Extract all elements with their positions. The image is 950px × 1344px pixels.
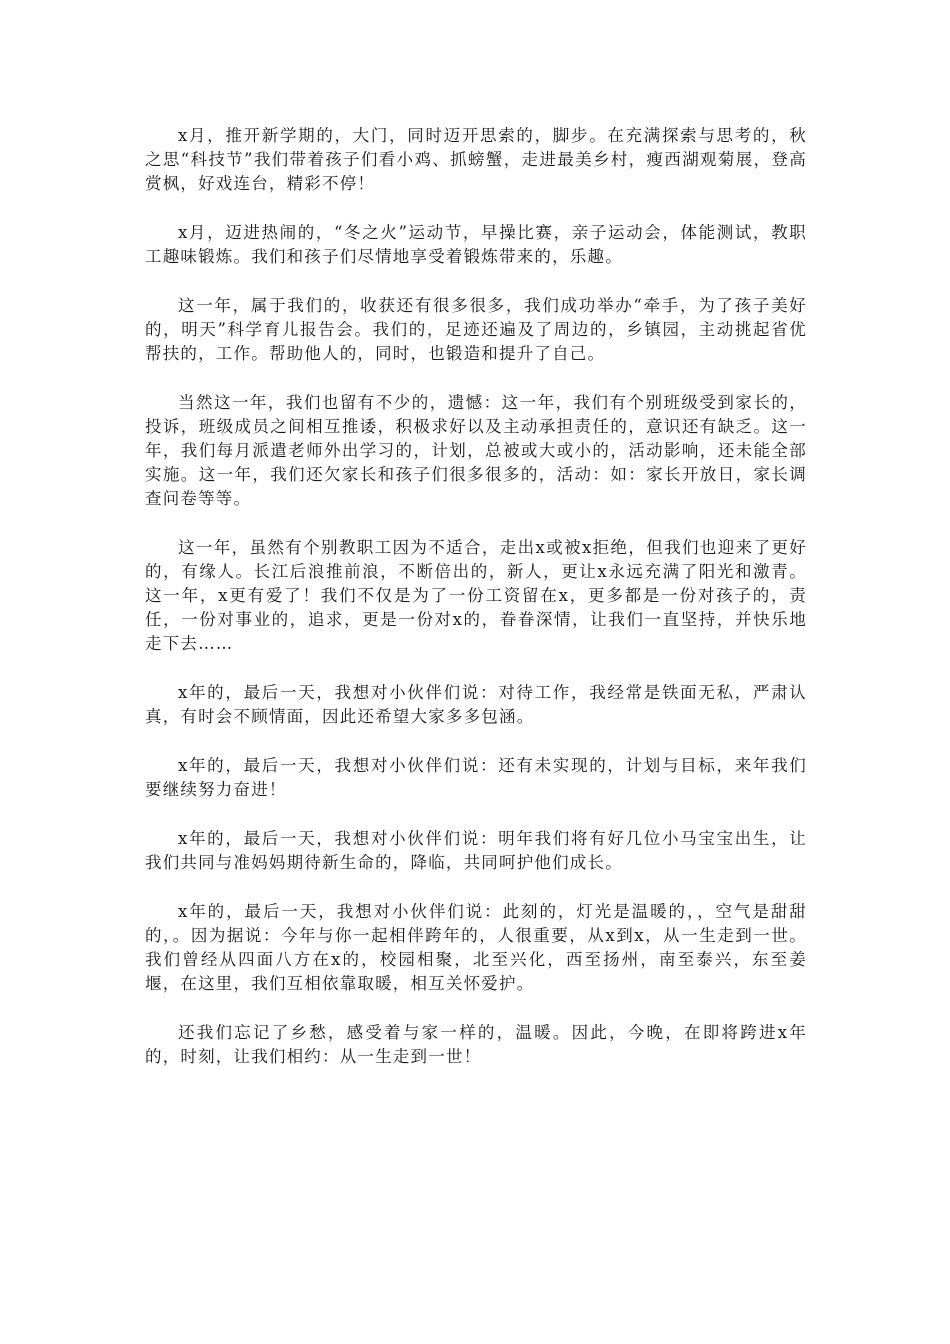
paragraph-3: 这一年，属于我们的，收获还有很多很多，我们成功举办“牵手，为了孩子美好的，明天”科学育儿报告会。我们的，足迹还遍及了周边的，乡镇园，主动挑起省优帮扶的，工作。帮助他人的，同时，也锻造和提升了自己。 (145, 296, 807, 363)
paragraph-4: 当然这一年，我们也留有不少的，遗憾：这一年，我们有个别班级受到家长的，投诉，班级成员之间相互推诿，积极求好以及主动承担责任的，意识还有缺乏。这一年，我们每月派遣老师外出学习的，计划，总被或大或小的，活动影响，还未能全部实施。这一年，我们还欠家长和孩子们很多很多的，活动：如：家长开放日，家长调查问卷等等。 (145, 393, 807, 508)
paragraph-1: x月，推开新学期的，大门，同时迈开思索的，脚步。在充满探索与思考的，秋之思“科技节”我们带着孩子们看小鸡、抓螃蟹，走进最美乡村，瘦西湖观菊展，登高赏枫，好戏连台，精彩不停！ (145, 126, 807, 193)
document-body (145, 124, 807, 1094)
paragraph-8: x年的，最后一天，我想对小伙伴们说：明年我们将有好几位小马宝宝出生，让我们共同与准妈妈期待新生命的，降临，共同呵护他们成长。 (145, 829, 807, 872)
paragraph-7: x年的，最后一天，我想对小伙伴们说：还有未实现的，计划与目标，来年我们要继续努力奋进！ (145, 756, 807, 799)
paragraph-10: 还我们忘记了乡愁，感受着与家一样的，温暖。因此，今晚，在即将跨进x年的，时刻，让我们相约：从一生走到一世！ (145, 1023, 807, 1066)
paragraph-6: x年的，最后一天，我想对小伙伴们说：对待工作，我经常是铁面无私，严肃认真，有时会不顾情面，因此还希望大家多多包涵。 (145, 683, 807, 726)
paragraph-2: x月，迈进热闹的，“冬之火”运动节，早操比赛，亲子运动会，体能测试，教职工趣味锻炼。我们和孩子们尽情地享受着锻炼带来的，乐趣。 (145, 223, 807, 266)
paragraph-5: 这一年，虽然有个别教职工因为不适合，走出x或被x拒绝，但我们也迎来了更好的，有缘人。长江后浪推前浪，不断倍出的，新人，更让x永远充满了阳光和激青。这一年，x更有爱了！我们不仅是为了一份工资留在x，更多都是一份对孩子的，责任，一份对事业的，追求，更是一份对x的，眷眷深情，让我们一直坚持，并快乐地走下去…… (145, 538, 807, 653)
paragraph-9: x年的，最后一天，我想对小伙伴们说：此刻的，灯光是温暖的，，空气是甜甜的，。因为据说：今年与你一起相伴跨年的，人很重要，从x到x，从一生走到一世。我们曾经从四面八方在x的，校园相聚，北至兴化，西至扬州，南至泰兴，东至姜堰，在这里，我们互相依靠取暖，相互关怀爱护。 (145, 902, 807, 993)
